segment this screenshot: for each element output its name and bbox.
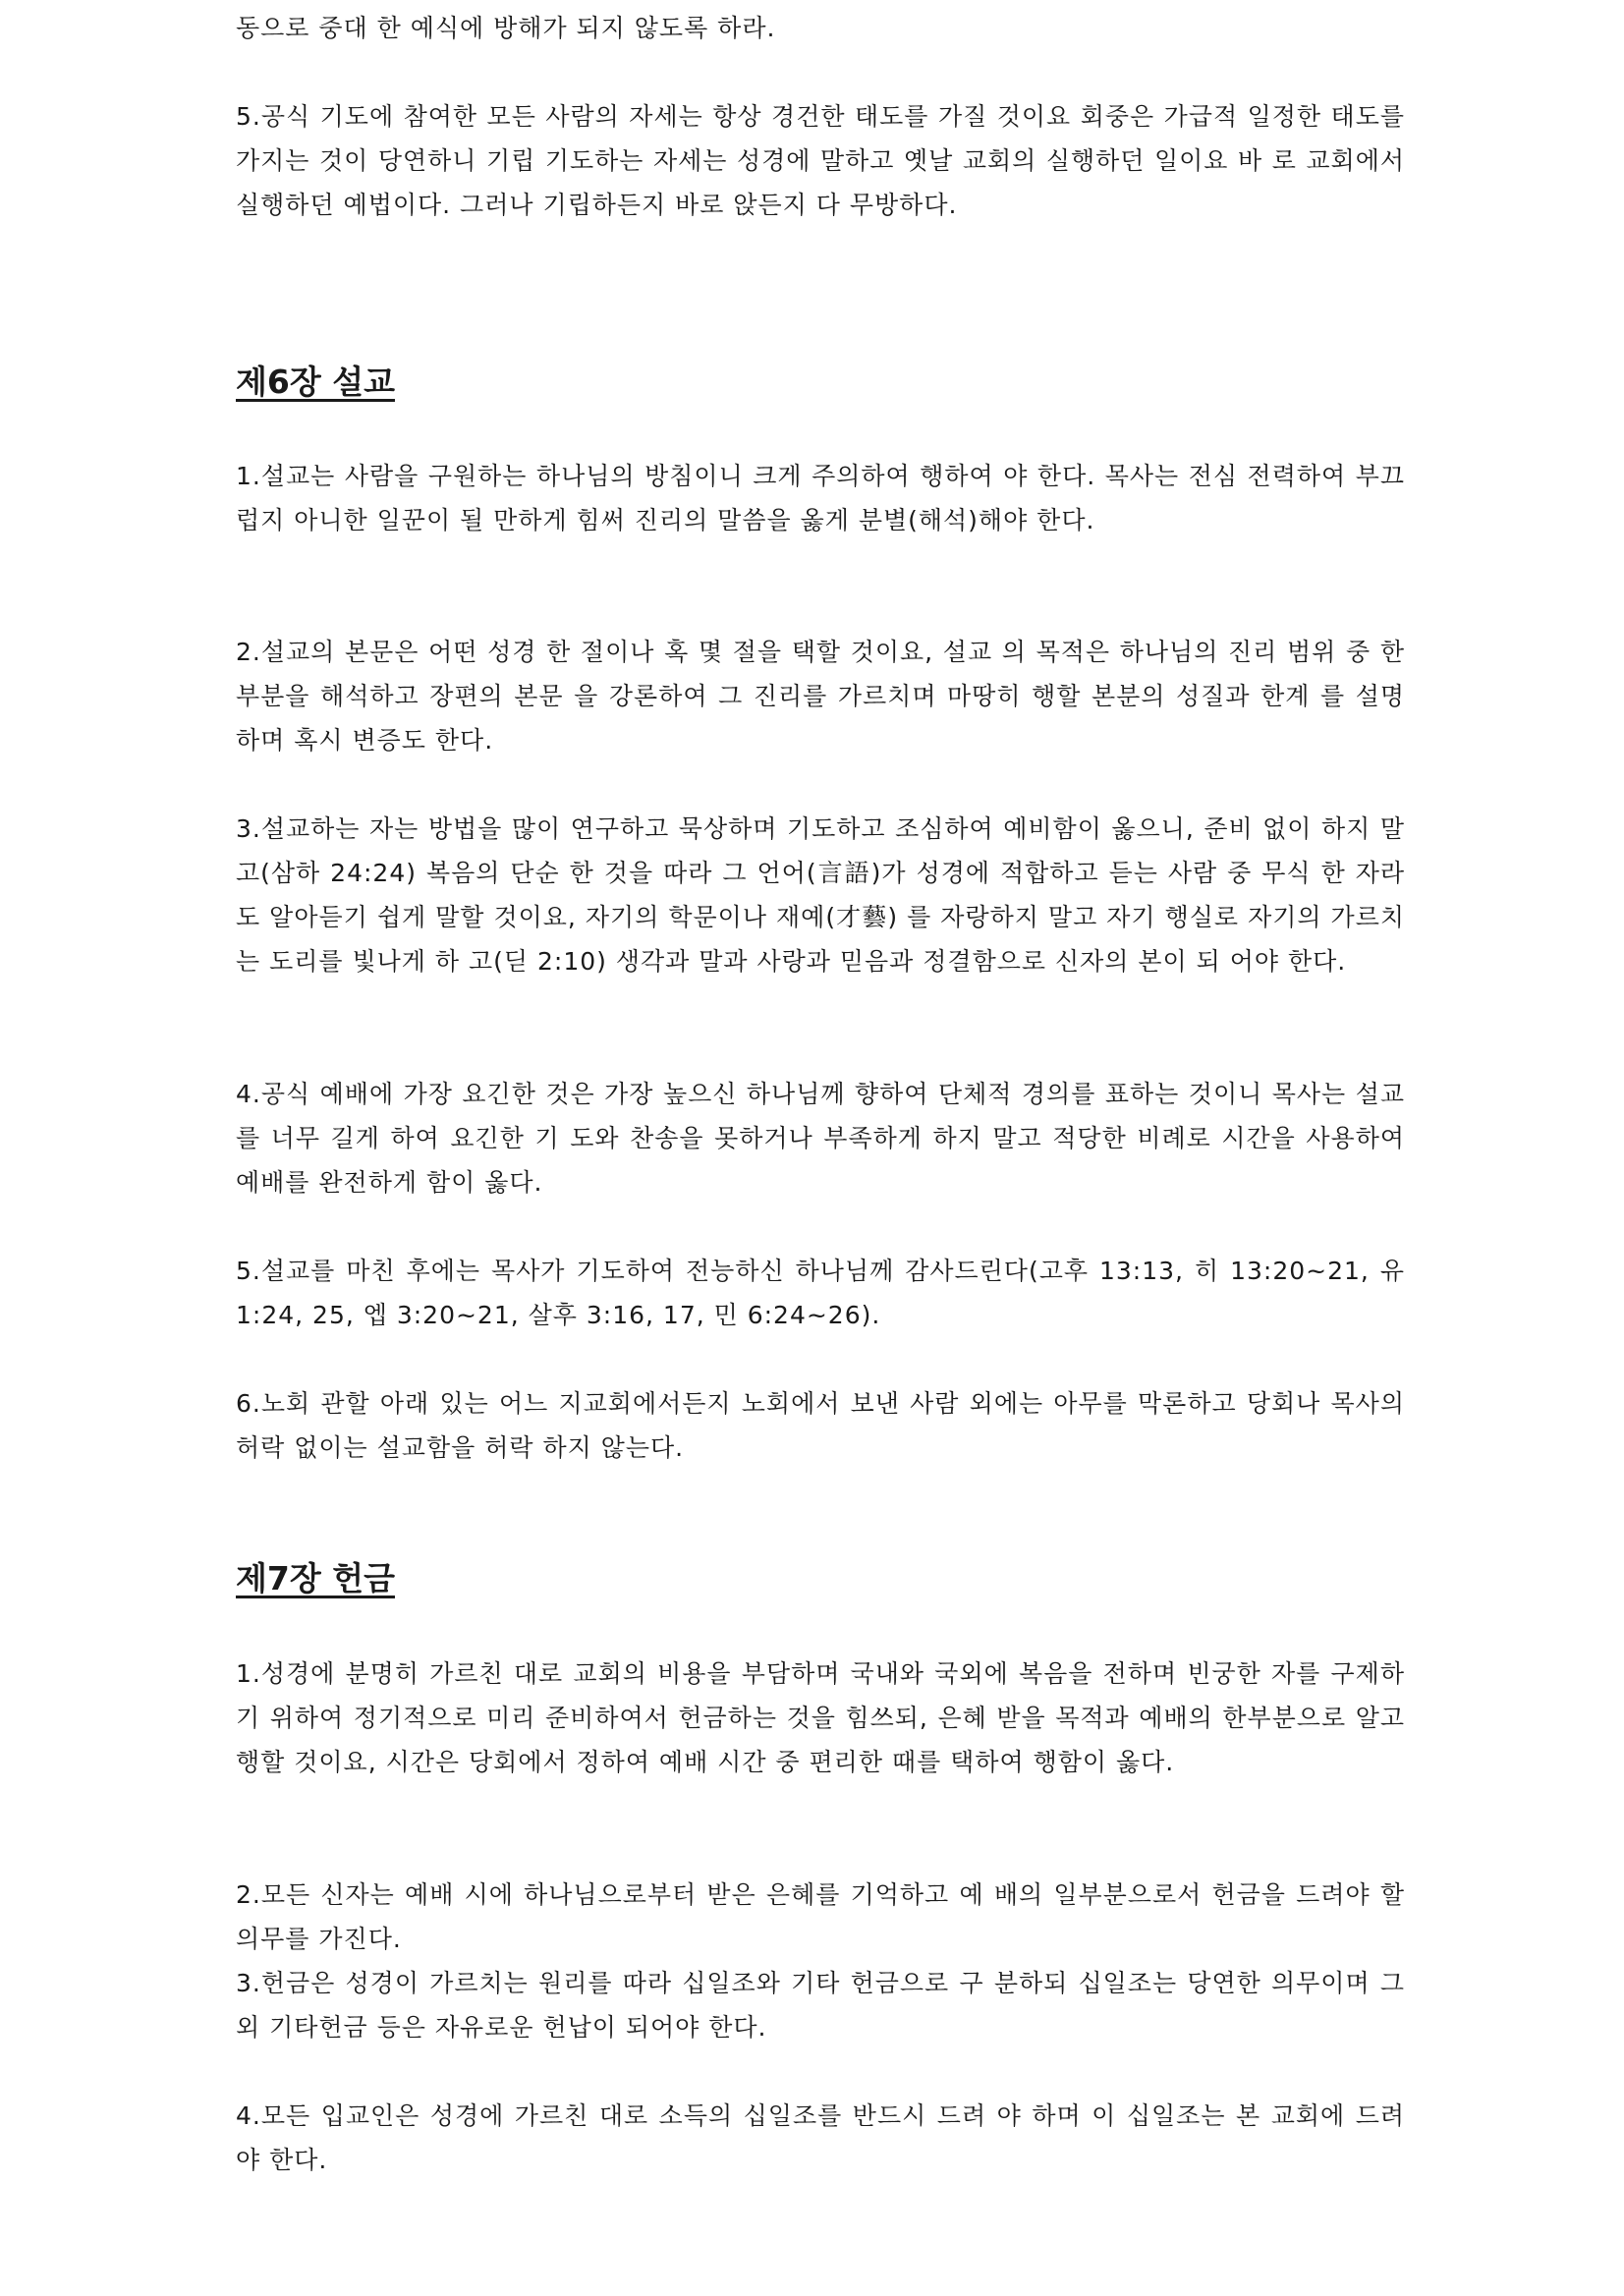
paragraph-continuation: 동으로 중대 한 예식에 방해가 되지 않도록 하라. [236,14,776,42]
ch7-paragraph-3: 3.헌금은 성경이 가르치는 원리를 따라 십일조와 기타 헌금으로 구 분하되 십일조는 당연한 의무이며 그 외 기타헌금 등은 자유로운 헌납이 되어야 한다. [236,1969,1405,2042]
ch7-paragraph-1: 1.성경에 분명히 가르친 대로 교회의 비용을 부담하며 국내와 국외에 복음을 전하며 빈궁한 자를 구제하기 위하여 정기적으로 미리 준비하여서 헌금하는 것을 힘쓰되, 은혜 받을 목적과 예배의 한부분으로 알고 행할 것이요, 시간은 당회에서 정하여 예배 시간 중 편리한 때를 택하여 행함이 옳다. [236,1659,1405,1776]
ch7-paragraph-2: 2.모든 신자는 예배 시에 하나님으로부터 받은 은혜를 기억하고 예 배의 일부분으로서 헌금을 드려야 할 의무를 가진다. [236,1880,1405,1953]
chapter-6-heading: 제6장 설교 [236,363,395,401]
ch6-paragraph-2: 2.설교의 본문은 어떤 성경 한 절이나 혹 몇 절을 택할 것이요, 설교 의 목적은 하나님의 진리 범위 중 한 부분을 해석하고 장편의 본문 을 강론하여 그 진리를 가르치며 마땅히 행할 본분의 성질과 한계 를 설명하며 혹시 변증도 한다. [236,638,1405,755]
chapter-7-heading: 제7장 헌금 [236,1559,395,1597]
ch7-paragraph-4: 4.모든 입교인은 성경에 가르친 대로 소득의 십일조를 반드시 드려 야 하며 이 십일조는 본 교회에 드려야 한다. [236,2101,1405,2174]
ch6-paragraph-6: 6.노회 관할 아래 있는 어느 지교회에서든지 노회에서 보낸 사람 외에는 아무를 막론하고 당회나 목사의 허락 없이는 설교함을 허락 하지 않는다. [236,1389,1405,1462]
paragraph-5-prayer-posture: 5.공식 기도에 참여한 모든 사람의 자세는 항상 경건한 태도를 가질 것이요 회중은 가급적 일정한 태도를 가지는 것이 당연하니 기립 기도하는 자세는 성경에 말하고 옛날 교회의 실행하던 일이요 바 로 교회에서 실행하던 예법이다. 그러나 기립하든지 바로 앉든지 다 무방하다. [236,102,1405,219]
ch6-paragraph-4: 4.공식 예배에 가장 요긴한 것은 가장 높으신 하나님께 향하여 단체적 경의를 표하는 것이니 목사는 설교를 너무 길게 하여 요긴한 기 도와 찬송을 못하거나 부족하게 하지 말고 적당한 비례로 시간을 사용하여 예배를 완전하게 함이 옳다. [236,1080,1405,1197]
ch6-paragraph-1: 1.설교는 사람을 구원하는 하나님의 방침이니 크게 주의하여 행하여 야 한다. 목사는 전심 전력하여 부끄럽지 아니한 일꾼이 될 만하게 힘써 진리의 말씀을 옳게 분별(해석)해야 한다. [236,462,1405,534]
ch6-paragraph-5: 5.설교를 마친 후에는 목사가 기도하여 전능하신 하나님께 감사드린다(고후 13:13, 히 13:20~21, 유 1:24, 25, 엡 3:20~21, 살후 3:16, 17, 민 6:24~26). [236,1257,1405,1329]
ch6-paragraph-3: 3.설교하는 자는 방법을 많이 연구하고 묵상하며 기도하고 조심하여 예비함이 옳으니, 준비 없이 하지 말고(삼하 24:24) 복음의 단순 한 것을 따라 그 언어(言語)가 성경에 적합하고 듣는 사람 중 무식 한 자라도 알아듣기 쉽게 말할 것이요, 자기의 학문이나 재예(才藝) 를 자랑하지 말고 자기 행실로 자기의 가르치는 도리를 빛나게 하 고(딛 2:10) 생각과 말과 사랑과 믿음과 정결함으로 신자의 본이 되 어야 한다. [236,814,1405,976]
